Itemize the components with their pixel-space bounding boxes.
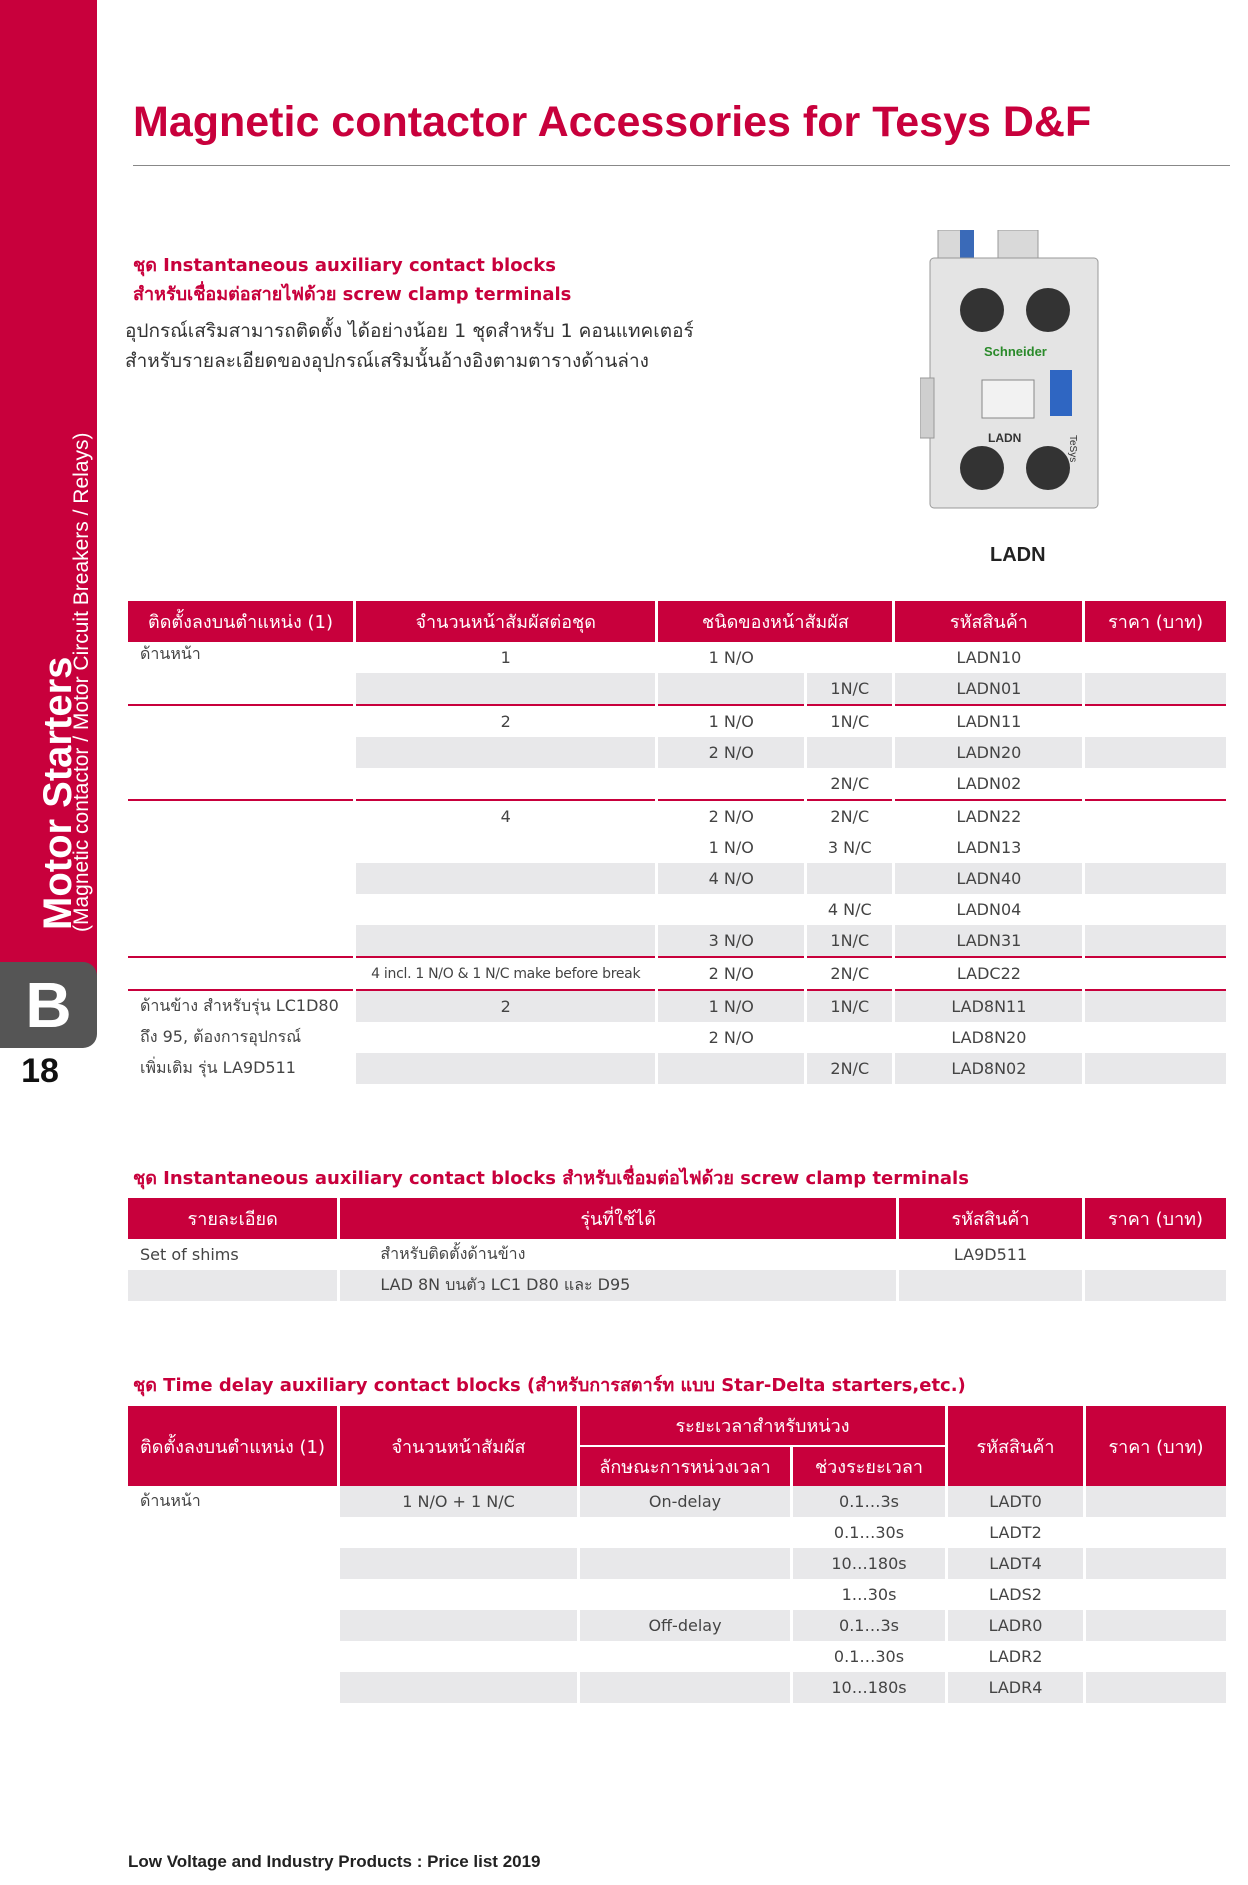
product-code-cell: LADN20 — [895, 737, 1082, 768]
table-row — [128, 1579, 1226, 1610]
contacts-cell — [340, 1610, 577, 1641]
table-row — [128, 1239, 1226, 1270]
position-cell — [128, 768, 353, 799]
product-code-cell: LADR0 — [948, 1610, 1083, 1641]
page-footer: Low Voltage and Industry Products : Price list 2019 — [128, 1852, 541, 1871]
contact-count-cell: 4 incl. 1 N/O & 1 N/C make before break — [356, 956, 655, 989]
product-code-cell: LAD8N02 — [895, 1053, 1082, 1084]
position-cell — [128, 925, 353, 956]
section1-paragraph-line2: สำหรับรายละเอียดของอุปกรณ์เสริมนั้นอ้างอิงตามตารางด้านล่าง — [125, 350, 649, 372]
no-contact-cell: 1 N/O — [658, 989, 804, 1022]
contacts-cell — [340, 1579, 577, 1610]
product-code-cell: LADN10 — [956, 648, 1022, 667]
price-cell — [1086, 1517, 1226, 1548]
product-code-cell: LADR4 — [948, 1672, 1083, 1703]
price-cell — [1086, 1579, 1226, 1610]
no-contact-cell — [658, 673, 804, 704]
product-code-cell: LADN04 — [956, 900, 1022, 919]
section1-heading-line1: ชุด Instantaneous auxiliary contact blocks — [133, 255, 556, 276]
price-cell — [1085, 894, 1226, 925]
contact-count-cell — [356, 863, 655, 894]
product-side-text: TeSys — [1067, 435, 1078, 463]
ladn-contact-block-image — [920, 230, 1100, 520]
no-contact-cell: 1 N/O — [708, 648, 754, 667]
product-code-cell: LADN13 — [956, 838, 1022, 857]
side-sub-label: (Magnetic contactor / Motor Circuit Breakers / Relays) — [70, 432, 93, 932]
position-cell: ด้านข้าง สำหรับรุ่น LC1D80 — [128, 989, 353, 1022]
position-cell — [128, 673, 353, 704]
price-cell — [1085, 956, 1226, 989]
table-row — [128, 737, 1226, 768]
nc-contact-cell: 1N/C — [807, 704, 892, 737]
compatible-model-cell: สำหรับติดตั้งด้านข้าง — [380, 1244, 526, 1263]
side-main-label: Motor Starters — [36, 656, 80, 930]
product-code-cell: LADN02 — [956, 774, 1022, 793]
price-cell — [1085, 925, 1226, 956]
position-cell — [128, 832, 353, 863]
table-row — [128, 989, 1226, 1022]
product-brand-text: Schneider — [984, 344, 1047, 359]
position-cell — [128, 894, 353, 925]
no-contact-cell: 1 N/O — [708, 838, 754, 857]
delay-type-cell — [580, 1641, 790, 1672]
table1-header-row — [128, 601, 1226, 642]
no-contact-cell — [658, 1053, 804, 1084]
product-code-cell: LADT4 — [948, 1548, 1083, 1579]
nc-contact-cell: 2N/C — [830, 774, 870, 793]
delay-range-cell: 10…180s — [793, 1548, 945, 1579]
section2-heading: ชุด Instantaneous auxiliary contact blocks สำหรับเชื่อมต่อไฟด้วย screw clamp terminals — [133, 1168, 969, 1189]
time-delay-table — [125, 1406, 1229, 1703]
shims-table — [125, 1198, 1229, 1301]
header-price: ราคา (บาท) — [1086, 1406, 1226, 1486]
nc-contact-cell: 4 N/C — [827, 900, 872, 919]
no-contact-cell: 2 N/O — [658, 799, 804, 832]
nc-contact-cell: 1N/C — [807, 673, 892, 704]
product-code-cell: LAD8N11 — [895, 989, 1082, 1022]
detail-cell: Set of shims — [140, 1245, 239, 1264]
price-cell — [1085, 673, 1226, 704]
contact-count-cell — [356, 673, 655, 704]
product-caption: LADN — [990, 544, 1046, 566]
delay-range-cell: 1…30s — [841, 1585, 897, 1604]
position-cell — [128, 1579, 337, 1610]
contact-count-cell — [356, 925, 655, 956]
product-code-cell: LADN31 — [895, 925, 1082, 956]
nc-contact-cell: 2N/C — [807, 1053, 892, 1084]
nc-contact-cell: 2N/C — [807, 956, 892, 989]
contacts-cell — [340, 1672, 577, 1703]
section1-paragraph-line1: อุปกรณ์เสริมสามารถติดตั้ง ได้อย่างน้อย 1 ชุดสำหรับ 1 คอนแทคเตอร์ — [125, 320, 694, 342]
header-contact-count: จำนวนหน้าสัมผัสต่อชุด — [356, 601, 655, 642]
table-row — [128, 1517, 1226, 1548]
delay-range-cell: 0.1…3s — [793, 1610, 945, 1641]
contact-count-cell: 2 — [356, 989, 655, 1022]
header-delay-group: ระยะเวลาสำหรับหน่วง — [580, 1406, 945, 1447]
product-code-cell: LADR2 — [988, 1647, 1043, 1666]
contacts-cell — [340, 1517, 577, 1548]
table-row — [128, 673, 1226, 704]
header-price: ราคา (บาท) — [1085, 601, 1226, 642]
no-contact-cell: 4 N/O — [658, 863, 804, 894]
position-cell: เพิ่มเติม รุ่น LA9D511 — [140, 1058, 296, 1077]
header-product-code: รหัสสินค้า — [899, 1198, 1082, 1239]
contact-count-cell: 1 — [500, 648, 511, 667]
position-cell — [128, 704, 353, 737]
price-cell — [1085, 737, 1226, 768]
table2-header-row — [128, 1198, 1226, 1239]
delay-type-cell — [580, 1579, 790, 1610]
nc-contact-cell: 1N/C — [807, 989, 892, 1022]
no-contact-cell: 3 N/O — [658, 925, 804, 956]
contact-count-cell: 4 — [356, 799, 655, 832]
table3-header-row-1 — [128, 1406, 1226, 1447]
page-title: Magnetic contactor Accessories for Tesys D&F — [133, 98, 1092, 146]
table-row — [128, 642, 1226, 673]
price-cell — [1086, 1610, 1226, 1641]
price-cell — [1085, 704, 1226, 737]
delay-range-cell: 10…180s — [793, 1672, 945, 1703]
header-delay-range: ช่วงระยะเวลา — [793, 1447, 945, 1486]
delay-type-cell — [580, 1517, 790, 1548]
contact-blocks-table — [125, 601, 1229, 1084]
price-cell — [1085, 1270, 1226, 1301]
position-cell — [128, 956, 353, 989]
product-code-cell: LADN40 — [895, 863, 1082, 894]
position-cell — [128, 863, 353, 894]
price-cell — [1086, 1672, 1226, 1703]
product-code-cell: LADT2 — [989, 1523, 1042, 1542]
contact-count-cell — [356, 768, 655, 799]
product-code-cell: LADT0 — [948, 1486, 1083, 1517]
product-code-cell: LA9D511 — [953, 1245, 1028, 1264]
contact-count-cell — [356, 737, 655, 768]
nc-contact-cell: 3 N/C — [827, 838, 872, 857]
price-cell — [1085, 642, 1226, 673]
page-number: 18 — [21, 1052, 59, 1090]
position-cell — [128, 1548, 337, 1579]
product-code-cell: LADC22 — [895, 956, 1082, 989]
table-row — [128, 1486, 1226, 1517]
product-code-cell: LADN01 — [895, 673, 1082, 704]
table-row — [128, 1672, 1226, 1703]
section1-heading-line2: สำหรับเชื่อมต่อสายไฟด้วย screw clamp terminals — [133, 284, 572, 305]
delay-type-cell: Off-delay — [580, 1610, 790, 1641]
price-cell — [1085, 1053, 1226, 1084]
product-code-cell: LAD8N20 — [951, 1028, 1027, 1047]
contact-count-cell — [356, 1053, 655, 1084]
no-contact-cell: 2 N/O — [658, 737, 804, 768]
side-label — [0, 0, 97, 985]
table-row — [128, 704, 1226, 737]
price-cell — [1086, 1548, 1226, 1579]
delay-range-cell: 0.1…30s — [833, 1523, 905, 1542]
nc-contact-cell — [807, 863, 892, 894]
position-cell: ด้านหน้า — [140, 1491, 201, 1510]
detail-cell — [128, 1270, 337, 1301]
delay-type-cell — [580, 1548, 790, 1579]
table-row — [128, 768, 1226, 799]
header-position: ติดตั้งลงบนตำแหน่ง (1) — [128, 601, 353, 642]
nc-contact-cell: 2N/C — [807, 799, 892, 832]
no-contact-cell: 2 N/O — [658, 956, 804, 989]
section3-heading: ชุด Time delay auxiliary contact blocks (สำหรับการสตาร์ท แบบ Star-Delta starters,etc.) — [133, 1375, 966, 1396]
header-contacts: จำนวนหน้าสัมผัส — [340, 1406, 577, 1486]
nc-contact-cell: 1N/C — [807, 925, 892, 956]
header-compatible-model: รุ่นที่ใช้ได้ — [340, 1198, 896, 1239]
price-cell — [1085, 989, 1226, 1022]
price-cell — [1085, 863, 1226, 894]
no-contact-cell — [658, 894, 804, 925]
no-contact-cell: 1 N/O — [658, 704, 804, 737]
position-cell: ด้านหน้า — [140, 644, 201, 663]
nc-contact-cell — [807, 642, 892, 673]
position-cell — [128, 1641, 337, 1672]
contact-count-cell — [356, 1022, 655, 1053]
product-code-cell: LADS2 — [989, 1585, 1042, 1604]
contact-count-cell: 2 — [356, 704, 655, 737]
table-row — [128, 1610, 1226, 1641]
section-letter-tab: B — [0, 962, 97, 1048]
delay-range-cell: 0.1…3s — [793, 1486, 945, 1517]
price-cell — [1085, 1022, 1226, 1053]
price-cell — [1085, 832, 1226, 863]
header-price: ราคา (บาท) — [1085, 1198, 1226, 1239]
header-detail: รายละเอียด — [128, 1198, 337, 1239]
nc-contact-cell — [807, 737, 892, 768]
price-cell — [1085, 768, 1226, 799]
table-row — [128, 799, 1226, 832]
price-cell — [1086, 1486, 1226, 1517]
product-code-cell: LADN22 — [895, 799, 1082, 832]
contacts-cell: 1 N/O + 1 N/C — [340, 1486, 577, 1517]
table-row — [128, 1053, 1226, 1084]
contacts-cell — [340, 1548, 577, 1579]
product-code-cell — [899, 1270, 1082, 1301]
header-position: ติดตั้งลงบนตำแหน่ง (1) — [128, 1406, 337, 1486]
table-row — [128, 1270, 1226, 1301]
product-model-text: LADN — [988, 431, 1022, 445]
position-cell — [128, 1517, 337, 1548]
title-rule — [133, 165, 1230, 166]
table-row — [128, 1548, 1226, 1579]
table-row — [128, 956, 1226, 989]
contact-count-cell — [356, 832, 655, 863]
header-contact-type: ชนิดของหน้าสัมผัส — [658, 601, 892, 642]
table-row — [128, 925, 1226, 956]
position-cell — [128, 737, 353, 768]
position-cell — [128, 1610, 337, 1641]
table-row — [128, 894, 1226, 925]
position-cell — [128, 1672, 337, 1703]
table-row — [128, 832, 1226, 863]
price-cell — [1085, 799, 1226, 832]
header-product-code: รหัสสินค้า — [895, 601, 1082, 642]
header-delay-type: ลักษณะการหน่วงเวลา — [580, 1447, 790, 1486]
header-product-code: รหัสสินค้า — [948, 1406, 1083, 1486]
contact-count-cell — [356, 894, 655, 925]
no-contact-cell: 2 N/O — [708, 1028, 754, 1047]
price-cell — [1085, 1239, 1226, 1270]
no-contact-cell — [658, 768, 804, 799]
price-cell — [1086, 1641, 1226, 1672]
contacts-cell — [340, 1641, 577, 1672]
compatible-model-cell: LAD 8N บนตัว LC1 D80 และ D95 — [340, 1270, 896, 1301]
table-row — [128, 1641, 1226, 1672]
position-cell: ถึง 95, ต้องการอุปกรณ์ — [140, 1027, 302, 1046]
product-code-cell: LADN11 — [895, 704, 1082, 737]
delay-range-cell: 0.1…30s — [833, 1647, 905, 1666]
position-cell — [128, 799, 353, 832]
delay-type-cell — [580, 1672, 790, 1703]
delay-type-cell: On-delay — [580, 1486, 790, 1517]
table-row — [128, 1022, 1226, 1053]
nc-contact-cell — [807, 1022, 892, 1053]
table-row — [128, 863, 1226, 894]
